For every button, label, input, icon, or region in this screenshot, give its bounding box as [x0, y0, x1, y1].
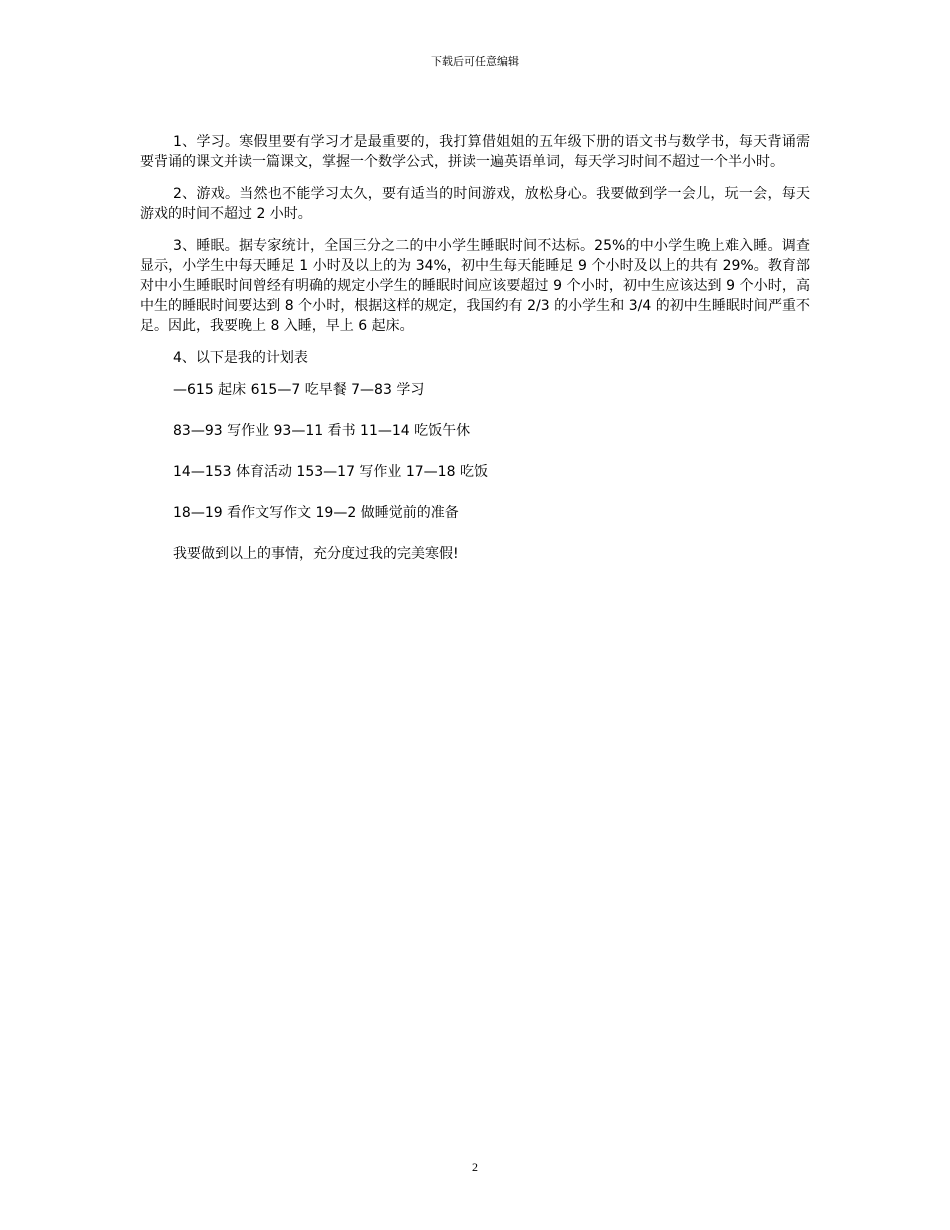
- paragraph-study: 1、学习。寒假里要有学习才是最重要的，我打算借姐姐的五年级下册的语文书与数学书，每天背诵需要背诵的课文并读一篇课文，掌握一个数学公式，拼读一遍英语单词，每天学习时间不超过一个半小时。: [140, 134, 810, 170]
- schedule-line: —615 起床 615—7 吃早餐 7—83 学习: [173, 382, 425, 398]
- page-header: 下载后可任意编辑: [431, 55, 519, 68]
- schedule-line: 14—153 体育活动 153—17 写作业 17—18 吃饭: [173, 464, 488, 480]
- plan-title: 4、以下是我的计划表: [173, 350, 308, 366]
- paragraph-games: 2、游戏。当然也不能学习太久，要有适当的时间游戏，放松身心。我要做到学一会儿，玩一会，每天游戏的时间不超过 2 小时。: [140, 186, 810, 222]
- closing-sentence: 我要做到以上的事情，充分度过我的完美寒假!: [173, 546, 459, 562]
- paragraph-sleep: 3、睡眠。据专家统计，全国三分之二的中小学生睡眠时间不达标。25%的中小学生晚上难入睡。调查显示，小学生中每天睡足 1 小时及以上的为 34%，初中生每天能睡足 9 个小时及以上的共有 29%。教育部对中小生睡眠时间曾经有明确的规定小学生的睡眠时间应该要超过 9 个小时，初中生应该达到 9 个小时，高中生的睡眠时间要达到 8 个小时，根据这样的规定，我国约有 2/3 的小学生和 3/4 的初中生睡眠时间严重不足。因此，我要晚上 8 入睡，早上 6 起床。: [140, 238, 810, 334]
- schedule-line: 83—93 写作业 93—11 看书 11—14 吃饭午休: [173, 423, 471, 439]
- document-body: [140, 132, 810, 585]
- schedule-line: 18—19 看作文写作文 19—2 做睡觉前的准备: [173, 505, 459, 521]
- page-number: 2: [472, 1160, 478, 1174]
